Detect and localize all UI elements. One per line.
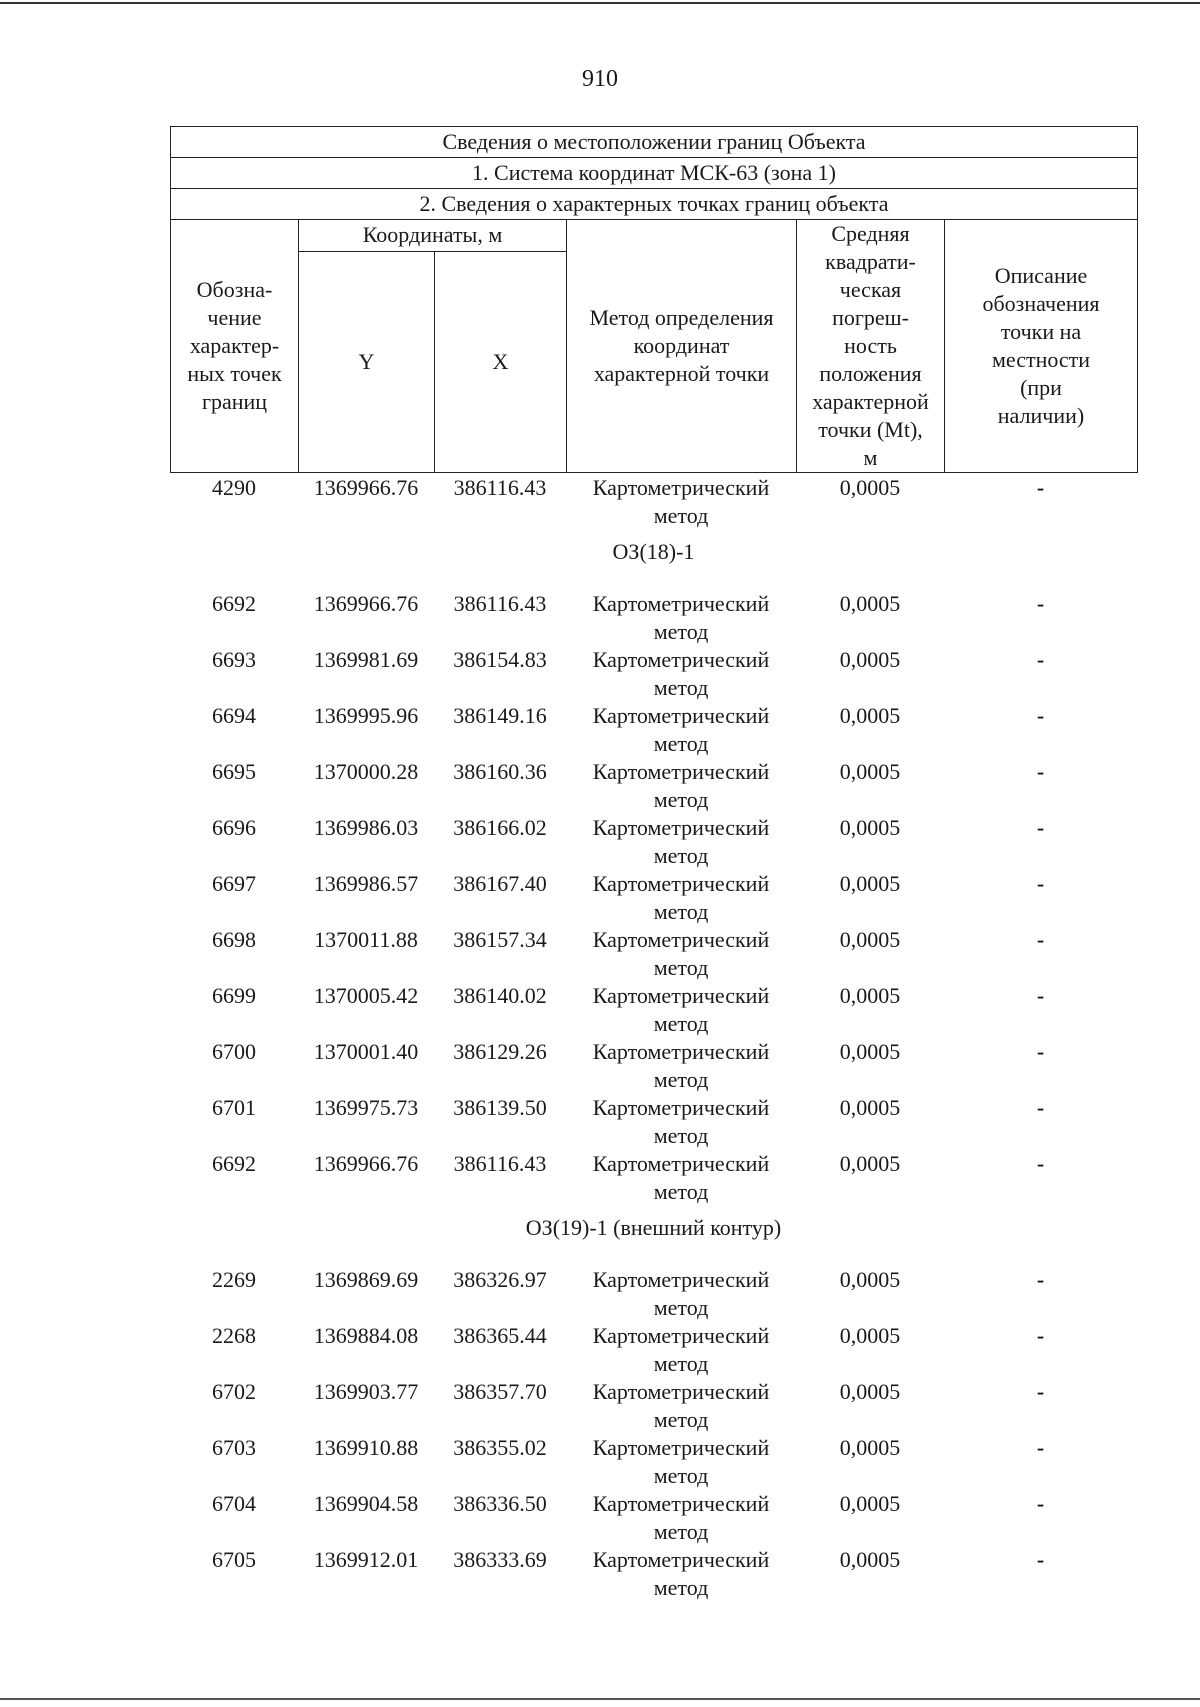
col-error-header — [797, 220, 945, 473]
coord-x-cell: 386140.02 — [453, 983, 547, 1008]
page-number: 910 — [582, 66, 618, 92]
description-cell: - — [1036, 1435, 1045, 1460]
point-id-cell: 6696 — [212, 815, 256, 840]
col-description-line: обозначения — [982, 291, 1100, 316]
method-line: метод — [653, 1463, 709, 1488]
col-description-line: (при — [1020, 375, 1062, 400]
coord-y-cell: 1369966.76 — [313, 1151, 419, 1176]
coord-x-cell: 386336.50 — [453, 1491, 547, 1516]
coord-x-cell: 386116.43 — [453, 475, 547, 500]
coord-y-cell: 1370005.42 — [313, 983, 419, 1008]
method-line: Картометрический — [592, 591, 770, 616]
error-cell: 0,0005 — [839, 1095, 901, 1120]
coord-y-cell: 1369910.88 — [313, 1435, 419, 1460]
error-cell: 0,0005 — [839, 475, 901, 500]
col-description-line: наличии) — [997, 403, 1085, 428]
method-line: метод — [653, 1011, 709, 1036]
method-cell — [566, 1322, 796, 1378]
point-id-cell: 6694 — [212, 703, 256, 728]
col-description-line: точки на — [1000, 319, 1082, 344]
error-cell: 0,0005 — [839, 927, 901, 952]
col-designation-line: ных точек — [187, 361, 282, 386]
col-error-line: погреш- — [832, 305, 909, 330]
coord-y-cell: 1369995.96 — [313, 703, 419, 728]
point-id-cell: 6700 — [212, 1039, 256, 1064]
table-row — [170, 1378, 1137, 1434]
method-line: метод — [653, 1179, 709, 1204]
method-cell — [566, 870, 796, 926]
table-row — [170, 1094, 1137, 1150]
col-error-line: ность — [844, 333, 897, 358]
coord-y-cell: 1369884.08 — [313, 1323, 419, 1348]
method-cell — [566, 590, 796, 646]
coord-y-cell: 1370000.28 — [313, 759, 419, 784]
coord-x-cell: 386365.44 — [453, 1323, 547, 1348]
coord-y-cell: 1369904.58 — [313, 1491, 419, 1516]
coord-x-cell: 386116.43 — [453, 591, 547, 616]
coord-x-cell: 386326.97 — [453, 1267, 547, 1292]
method-line: метод — [653, 503, 709, 528]
coord-x-cell: 386149.16 — [453, 703, 547, 728]
col-method-line: характерной точки — [593, 361, 770, 386]
table-row — [170, 758, 1137, 814]
section-title: ОЗ(18)-1 — [612, 539, 695, 564]
method-line: метод — [653, 843, 709, 868]
description-cell: - — [1036, 1379, 1045, 1404]
point-id-cell: 2268 — [212, 1323, 256, 1348]
table-row — [170, 1322, 1137, 1378]
col-method-header — [567, 220, 797, 473]
method-line: метод — [653, 899, 709, 924]
method-line: метод — [653, 1575, 709, 1600]
method-cell — [566, 1038, 796, 1094]
section-title: ОЗ(19)-1 (внешний контур) — [525, 1215, 782, 1240]
method-cell — [566, 1094, 796, 1150]
method-line: Картометрический — [592, 1323, 770, 1348]
error-cell: 0,0005 — [839, 871, 901, 896]
header-table — [170, 126, 1138, 473]
point-id-cell: 6692 — [212, 591, 256, 616]
col-error-line: м — [863, 445, 878, 470]
error-cell: 0,0005 — [839, 703, 901, 728]
description-cell: - — [1036, 759, 1045, 784]
table-row — [170, 1490, 1137, 1546]
error-cell: 0,0005 — [839, 983, 901, 1008]
description-cell: - — [1036, 475, 1045, 500]
col-designation-header — [171, 220, 299, 473]
coord-y-cell: 1370011.88 — [314, 927, 418, 952]
error-cell: 0,0005 — [839, 1379, 901, 1404]
point-id-cell: 6705 — [212, 1547, 256, 1572]
method-line: метод — [653, 1067, 709, 1092]
header-coordinate-system: 1. Система координат МСК-63 (зона 1) — [171, 158, 1138, 189]
coord-y-cell: 1369986.57 — [313, 871, 419, 896]
coord-x-cell: 386357.70 — [453, 1379, 547, 1404]
coord-y-cell: 1370001.40 — [313, 1039, 419, 1064]
method-line: метод — [653, 1295, 709, 1320]
col-x-header: X — [435, 251, 567, 472]
method-line: метод — [653, 1351, 709, 1376]
description-cell: - — [1036, 1491, 1045, 1516]
table-row — [170, 926, 1137, 982]
point-id-cell: 6703 — [212, 1435, 256, 1460]
error-cell: 0,0005 — [839, 1151, 901, 1176]
coord-x-cell: 386333.69 — [453, 1547, 547, 1572]
table-row — [170, 870, 1137, 926]
coord-x-cell: 386166.02 — [453, 815, 547, 840]
table-row — [170, 1434, 1137, 1490]
method-line: метод — [653, 731, 709, 756]
description-cell: - — [1036, 1267, 1045, 1292]
col-error-line: квадрати- — [825, 249, 916, 274]
coord-x-cell: 386129.26 — [453, 1039, 547, 1064]
method-cell — [566, 1150, 796, 1206]
table-row — [170, 982, 1137, 1038]
coord-x-cell: 386157.34 — [453, 927, 547, 952]
point-id-cell: 2269 — [212, 1267, 256, 1292]
col-designation-line: характер- — [189, 333, 280, 358]
method-line: Картометрический — [592, 475, 770, 500]
error-cell: 0,0005 — [839, 647, 901, 672]
point-id-cell: 6702 — [212, 1379, 256, 1404]
col-error-line: Средняя — [831, 221, 910, 246]
method-line: Картометрический — [592, 1491, 770, 1516]
method-line: метод — [653, 955, 709, 980]
method-cell — [566, 758, 796, 814]
col-error-line: точки (Mt), — [818, 417, 923, 442]
method-line: Картометрический — [592, 1379, 770, 1404]
method-line: Картометрический — [592, 1095, 770, 1120]
method-line: метод — [653, 1519, 709, 1544]
error-cell: 0,0005 — [839, 1547, 901, 1572]
table-row — [170, 1150, 1137, 1206]
table-row — [170, 1266, 1137, 1322]
point-id-cell: 6699 — [212, 983, 256, 1008]
method-line: Картометрический — [592, 703, 770, 728]
method-line: Картометрический — [592, 759, 770, 784]
top-rule — [0, 2, 1200, 4]
method-cell — [566, 1490, 796, 1546]
point-id-cell: 6698 — [212, 927, 256, 952]
method-line: метод — [653, 675, 709, 700]
description-cell: - — [1036, 703, 1045, 728]
method-line: Картометрический — [592, 1151, 770, 1176]
method-cell — [566, 982, 796, 1038]
header-title: Сведения о местоположении границ Объекта — [171, 127, 1138, 158]
point-id-cell: 6692 — [212, 1151, 256, 1176]
col-description-header — [945, 220, 1138, 473]
point-id-cell: 6701 — [212, 1095, 256, 1120]
method-line: Картометрический — [592, 815, 770, 840]
description-cell: - — [1036, 871, 1045, 896]
col-description-line: местности — [991, 347, 1091, 372]
method-line: метод — [653, 787, 709, 812]
col-designation-line: чение — [207, 305, 262, 330]
col-coordinates-header: Координаты, м — [299, 220, 567, 252]
method-cell — [566, 1546, 796, 1602]
coord-y-cell: 1369986.03 — [313, 815, 419, 840]
description-cell: - — [1036, 1095, 1045, 1120]
description-cell: - — [1036, 1547, 1045, 1572]
point-id-cell: 6693 — [212, 647, 256, 672]
col-error-line: ческая — [839, 277, 902, 302]
point-id-cell: 6695 — [212, 759, 256, 784]
point-id-cell: 4290 — [212, 475, 256, 500]
table-header — [170, 126, 1137, 473]
method-line: Картометрический — [592, 871, 770, 896]
description-cell: - — [1036, 815, 1045, 840]
coord-y-cell: 1369975.73 — [313, 1095, 419, 1120]
error-cell: 0,0005 — [839, 1267, 901, 1292]
error-cell: 0,0005 — [839, 1435, 901, 1460]
method-line: Картометрический — [592, 1039, 770, 1064]
method-cell — [566, 1434, 796, 1490]
table-row — [170, 1546, 1137, 1602]
method-line: Картометрический — [592, 927, 770, 952]
method-cell — [566, 474, 796, 530]
description-cell: - — [1036, 647, 1045, 672]
method-cell — [566, 814, 796, 870]
col-error-line: характерной — [812, 389, 929, 414]
col-error-line: положения — [819, 361, 922, 386]
description-cell: - — [1036, 1151, 1045, 1176]
method-line: метод — [653, 1407, 709, 1432]
col-method-line: координат — [633, 333, 730, 358]
description-cell: - — [1036, 591, 1045, 616]
coord-y-cell: 1369869.69 — [313, 1267, 419, 1292]
method-line: Картометрический — [592, 1435, 770, 1460]
coord-y-cell: 1369903.77 — [313, 1379, 419, 1404]
method-cell — [566, 1378, 796, 1434]
col-method-line: Метод определения — [589, 305, 774, 330]
header-points-title: 2. Сведения о характерных точках границ объекта — [171, 189, 1138, 220]
error-cell: 0,0005 — [839, 591, 901, 616]
method-line: Картометрический — [592, 1267, 770, 1292]
col-designation-line: границ — [201, 389, 268, 414]
coord-y-cell: 1369966.76 — [313, 475, 419, 500]
error-cell: 0,0005 — [839, 1491, 901, 1516]
coord-y-cell: 1369912.01 — [313, 1547, 419, 1572]
method-line: Картометрический — [592, 983, 770, 1008]
table-row — [170, 474, 1137, 530]
table-row — [170, 702, 1137, 758]
method-line: метод — [653, 1123, 709, 1148]
coord-y-cell: 1369981.69 — [313, 647, 419, 672]
coord-x-cell: 386167.40 — [453, 871, 547, 896]
table-row — [170, 590, 1137, 646]
col-y-header: Y — [299, 251, 435, 472]
method-cell — [566, 702, 796, 758]
description-cell: - — [1036, 1323, 1045, 1348]
error-cell: 0,0005 — [839, 1323, 901, 1348]
coord-x-cell: 386154.83 — [453, 647, 547, 672]
point-id-cell: 6697 — [212, 871, 256, 896]
error-cell: 0,0005 — [839, 815, 901, 840]
error-cell: 0,0005 — [839, 1039, 901, 1064]
coord-x-cell: 386139.50 — [453, 1095, 547, 1120]
table-row — [170, 814, 1137, 870]
table-body — [170, 474, 1137, 1602]
description-cell: - — [1036, 1039, 1045, 1064]
description-cell: - — [1036, 983, 1045, 1008]
coord-x-cell: 386116.43 — [453, 1151, 547, 1176]
coord-y-cell: 1369966.76 — [313, 591, 419, 616]
bottom-rule — [0, 1698, 1200, 1700]
method-line: метод — [653, 619, 709, 644]
method-cell — [566, 926, 796, 982]
coord-x-cell: 386160.36 — [453, 759, 547, 784]
point-id-cell: 6704 — [212, 1491, 256, 1516]
coord-x-cell: 386355.02 — [453, 1435, 547, 1460]
method-line: Картометрический — [592, 647, 770, 672]
col-description-line: Описание — [994, 263, 1088, 288]
method-line: Картометрический — [592, 1547, 770, 1572]
table-row — [170, 1038, 1137, 1094]
method-cell — [566, 646, 796, 702]
col-designation-line: Обозна- — [196, 277, 273, 302]
table-row — [170, 646, 1137, 702]
description-cell: - — [1036, 927, 1045, 952]
method-cell — [566, 1266, 796, 1322]
error-cell: 0,0005 — [839, 759, 901, 784]
